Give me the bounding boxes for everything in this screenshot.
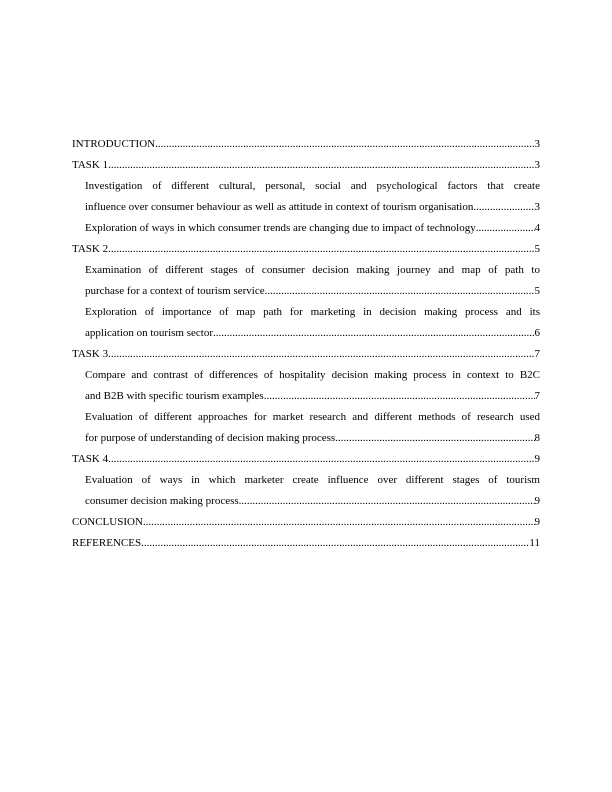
- toc-entry-task-3[interactable]: [72, 344, 540, 365]
- toc-leader-dots: [239, 491, 535, 512]
- toc-entry-title: TASK 2: [72, 243, 109, 255]
- toc-entry-task-1-factors[interactable]: [72, 176, 540, 218]
- toc-page-number: 7: [534, 348, 540, 360]
- toc-leader-dots: [108, 155, 534, 176]
- toc-entry-title-line-2: and B2B with specific tourism examples: [85, 390, 264, 402]
- toc-entry-title: TASK 1: [72, 159, 109, 171]
- toc-entry-references[interactable]: [72, 533, 540, 554]
- toc-page-number: 5: [534, 243, 540, 255]
- toc-leader-dots: [265, 281, 535, 302]
- toc-entry-title-line-1: Evaluation of different approaches for market research and different methods of research used: [85, 411, 540, 423]
- toc-entry-task-4-influence[interactable]: [72, 470, 540, 512]
- toc-entry-title-line-1: Investigation of different cultural, personal, social and psychological factors that create: [85, 180, 540, 192]
- toc-page-number: 8: [534, 432, 540, 444]
- toc-page-number: 9: [534, 495, 540, 507]
- toc-entry-task-1[interactable]: [72, 155, 540, 176]
- toc-entry-title: INTRODUCTION: [72, 138, 156, 150]
- toc-page-number: 6: [534, 327, 540, 339]
- toc-entry-title: REFERENCES: [72, 537, 142, 549]
- toc-entry-title: Exploration of ways in which consumer trends are changing due to impact of technology: [85, 222, 476, 234]
- toc-entry-title-line-1: Compare and contrast of differences of hospitality decision making process in context to B2C: [85, 369, 540, 381]
- toc-entry-task-2[interactable]: [72, 239, 540, 260]
- toc-entry-title-line-2: for purpose of understanding of decision making process: [85, 432, 336, 444]
- toc-page-number: 3: [534, 201, 540, 213]
- toc-page-number: 7: [534, 390, 540, 402]
- toc-entry-title: CONCLUSION: [72, 516, 143, 528]
- toc-leader-dots: [108, 449, 534, 470]
- toc-page-number: 4: [534, 222, 540, 234]
- toc-entry-title-line-2: application on tourism sector: [85, 327, 213, 339]
- toc-page-number: 3: [534, 159, 540, 171]
- toc-entry-introduction[interactable]: [72, 134, 540, 155]
- toc-entry-title: TASK 3: [72, 348, 109, 360]
- toc-entry-task-3-market-research[interactable]: [72, 407, 540, 449]
- toc-leader-dots: [264, 386, 535, 407]
- toc-entry-title-line-1: Exploration of importance of map path for marketing in decision making process and its: [85, 306, 540, 318]
- toc-entry-task-2-map-path[interactable]: [72, 302, 540, 344]
- toc-entry-title-line-1: Evaluation of ways in which marketer create influence over different stages of tourism: [85, 474, 540, 486]
- toc-page-number: 9: [534, 453, 540, 465]
- toc-page-number: 3: [534, 138, 540, 150]
- toc-leader-dots: [108, 239, 534, 260]
- toc-entry-title-line-1: Examination of different stages of consumer decision making journey and map of path to: [85, 264, 540, 276]
- toc-entry-task-4[interactable]: [72, 449, 540, 470]
- toc-leader-dots: [155, 134, 534, 155]
- toc-page-number: 5: [534, 285, 540, 297]
- toc-leader-dots: [335, 428, 534, 449]
- toc-leader-dots: [476, 218, 535, 239]
- toc-entry-title-line-2: purchase for a context of tourism service: [85, 285, 265, 297]
- table-of-contents: [72, 134, 540, 554]
- toc-page-number: 9: [534, 516, 540, 528]
- toc-leader-dots: [143, 512, 535, 533]
- toc-leader-dots: [473, 197, 534, 218]
- toc-entry-task-2-journey[interactable]: [72, 260, 540, 302]
- toc-entry-conclusion[interactable]: [72, 512, 540, 533]
- toc-page-number: 11: [529, 537, 540, 549]
- toc-entry-task-1-trends[interactable]: [72, 218, 540, 239]
- toc-leader-dots: [141, 533, 529, 554]
- toc-leader-dots: [213, 323, 535, 344]
- toc-entry-title-line-2: influence over consumer behaviour as well as attitude in context of tourism organisation: [85, 201, 474, 213]
- toc-leader-dots: [108, 344, 534, 365]
- toc-entry-task-3-b2c-b2b[interactable]: [72, 365, 540, 407]
- toc-entry-title: TASK 4: [72, 453, 109, 465]
- toc-entry-title-line-2: consumer decision making process: [85, 495, 239, 507]
